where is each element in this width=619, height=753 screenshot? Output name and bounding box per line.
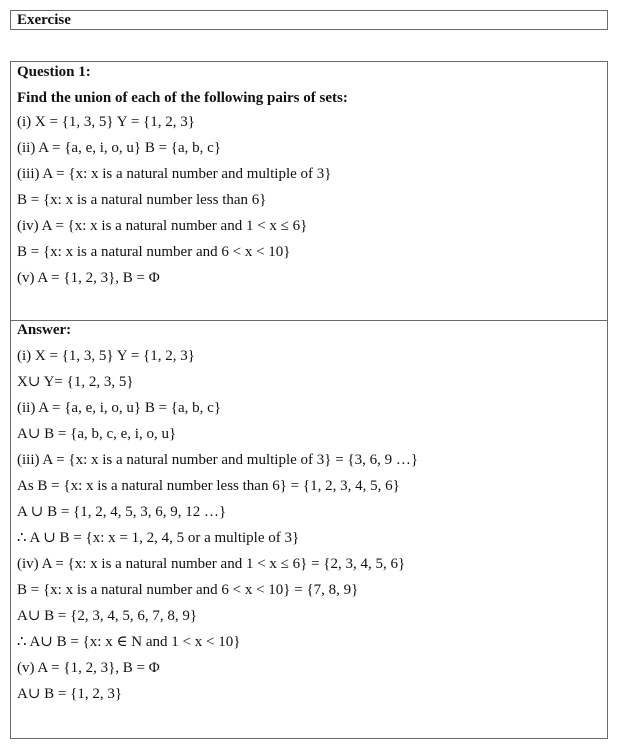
answer-line: (v) A = {1, 2, 3}, B = Φ bbox=[17, 660, 160, 676]
answer-line: ∴ A ∪ B = {x: x = 1, 2, 4, 5 or a multiple of 3} bbox=[17, 530, 300, 546]
answer-line: (iv) A = {x: x is a natural number and 1 < x ≤ 6} = {2, 3, 4, 5, 6} bbox=[17, 556, 406, 572]
answer-line: X∪ Y= {1, 2, 3, 5} bbox=[17, 374, 134, 390]
answer-heading: Answer: bbox=[17, 322, 72, 338]
answer-line: As B = {x: x is a natural number less than 6} = {1, 2, 3, 4, 5, 6} bbox=[17, 478, 400, 494]
question-instruction: Find the union of each of the following pairs of sets: bbox=[17, 90, 348, 106]
exercise-table bbox=[10, 61, 608, 739]
answer-line: A∪ B = {a, b, c, e, i, o, u} bbox=[17, 426, 177, 442]
question-line: B = {x: x is a natural number less than 6} bbox=[17, 192, 267, 208]
question-heading: Question 1: bbox=[17, 64, 91, 80]
question-line: (iv) A = {x: x is a natural number and 1 < x ≤ 6} bbox=[17, 218, 308, 234]
answer-section bbox=[11, 321, 607, 738]
question-line: B = {x: x is a natural number and 6 < x < 10} bbox=[17, 244, 291, 260]
answer-line: ∴ A∪ B = {x: x ∈ N and 1 < x < 10} bbox=[17, 634, 241, 650]
question-section bbox=[11, 62, 607, 321]
answer-line: (i) X = {1, 3, 5} Y = {1, 2, 3} bbox=[17, 348, 195, 364]
answer-line: B = {x: x is a natural number and 6 < x < 10} = {7, 8, 9} bbox=[17, 582, 359, 598]
answer-line: A ∪ B = {1, 2, 4, 5, 3, 6, 9, 12 …} bbox=[17, 504, 227, 520]
question-line: (i) X = {1, 3, 5} Y = {1, 2, 3} bbox=[17, 114, 195, 130]
exercise-title: Exercise bbox=[17, 12, 71, 28]
question-line: (v) A = {1, 2, 3}, B = Φ bbox=[17, 270, 160, 286]
answer-line: A∪ B = {2, 3, 4, 5, 6, 7, 8, 9} bbox=[17, 608, 198, 624]
exercise-header-box bbox=[10, 10, 608, 30]
answer-line: (iii) A = {x: x is a natural number and multiple of 3} = {3, 6, 9 …} bbox=[17, 452, 419, 468]
question-line: (ii) A = {a, e, i, o, u} B = {a, b, c} bbox=[17, 140, 222, 156]
answer-line: (ii) A = {a, e, i, o, u} B = {a, b, c} bbox=[17, 400, 222, 416]
answer-line: A∪ B = {1, 2, 3} bbox=[17, 686, 123, 702]
question-line: (iii) A = {x: x is a natural number and multiple of 3} bbox=[17, 166, 332, 182]
